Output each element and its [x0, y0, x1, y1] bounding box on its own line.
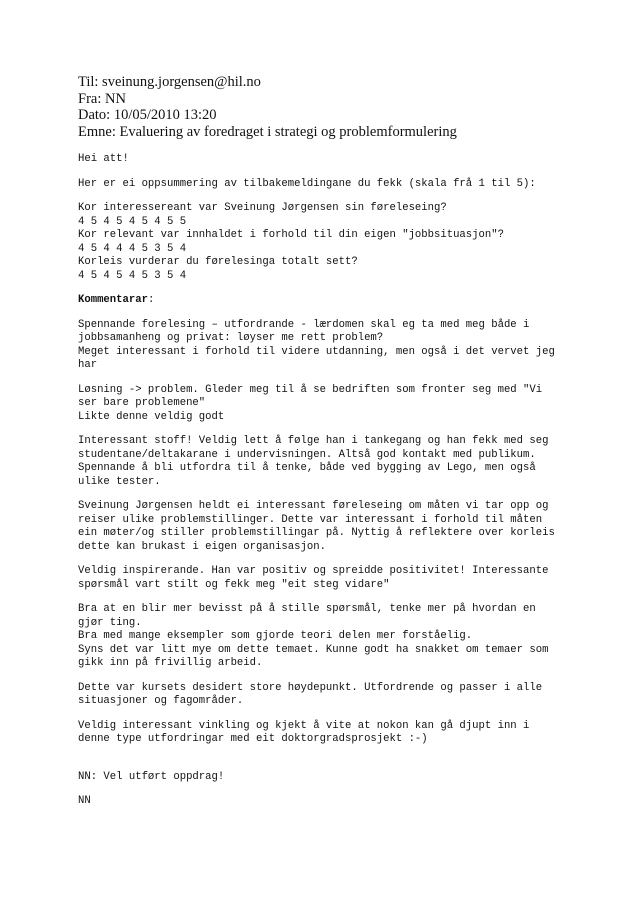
comment-line: jobbsamanheng og privat: løyser me rett problem? — [78, 332, 384, 344]
comments-heading-label: Kommentarar — [78, 294, 148, 306]
comment-line: Bra at en blir mer bevisst på å stille spørsmål, tenke mer på hvordan en — [78, 603, 536, 615]
comment-line: reiser ulike problemstillinger. Dette var interessant i forhold til måten — [78, 513, 543, 526]
comment-line: Veldig interessant vinkling og kjekt å vite at nokon kan gå djupt inn i — [78, 719, 530, 732]
email-header — [78, 74, 598, 140]
to-line: Til: sveinung.jorgensen@hil.no — [78, 74, 261, 90]
signature: NN — [78, 795, 91, 807]
subject-line: Emne: Evaluering av foredraget i strategi og problemformulering — [78, 123, 457, 140]
comment-line: gikk inn på frivillig arbeid. — [78, 657, 263, 669]
comment-6 — [78, 603, 598, 671]
comment-4 — [78, 500, 598, 554]
comment-line: ulike tester. — [78, 475, 161, 488]
intro-text: Her er ei oppsummering av tilbakemeldingane du fekk (skala frå 1 til 5): — [78, 177, 536, 190]
comment-2 — [78, 384, 598, 425]
comment-line: ein møter/og stiller problemstillingar på. Nyttig å reflektere over korleis — [78, 527, 555, 539]
comment-8 — [78, 720, 598, 747]
email-document — [78, 74, 598, 809]
from-line: Fra: NN — [78, 90, 126, 107]
comment-line: Interessant stoff! Veldig lett å følge han i tankegang og han fekk med seg — [78, 435, 549, 447]
comment-5 — [78, 565, 598, 592]
rating-scores-overall: 4 5 4 5 4 5 3 5 4 — [78, 269, 187, 282]
comment-line: Syns det var litt mye om dette temaet. Kunne godt ha snakket om temaer som — [78, 643, 549, 656]
rating-question-relevance: Kor relevant var innhaldet i forhold til din eigen "jobbsituasjon"? — [78, 229, 504, 241]
comment-line: Løsning -> problem. Gleder meg til å se bedriften som fronter seg med "Vi — [78, 383, 543, 396]
comment-line: Likte denne veldig godt — [78, 410, 225, 423]
comment-line: Bra med mange eksempler som gjorde teori delen mer forståelig. — [78, 630, 473, 642]
comment-line: Meget interessant i forhold til videre utdanning, men også i det vervet jeg — [78, 345, 555, 358]
comment-line: spørsmål vart stilt og fekk meg "eit steg vidare" — [78, 578, 390, 591]
date-line: Dato: 10/05/2010 13:20 — [78, 107, 217, 123]
comment-line: har — [78, 359, 98, 371]
comment-line: Spennande forelesing – utfordrande - lærdomen skal eg ta med meg både i — [78, 318, 530, 331]
comment-line: studentane/deltakarane i undervisningen. Altså god kontakt med publikum. — [78, 448, 536, 461]
comments-heading — [78, 294, 598, 308]
comment-line: Sveinung Jørgensen heldt ei interessant føreleseing om måten vi tar opp og — [78, 500, 549, 512]
comment-line: Dette var kursets desidert store høydepunkt. Utfordrende og passer i alle — [78, 681, 543, 694]
comment-line: gjør ting. — [78, 616, 142, 629]
closing-remark: NN: Vel utført oppdrag! — [78, 770, 225, 783]
comment-line: situasjoner og fagområder. — [78, 695, 244, 707]
rating-question-interest: Kor interessereant var Sveinung Jørgensen sin føreleseing? — [78, 202, 447, 214]
comment-3 — [78, 435, 598, 489]
comment-line: Spennande å bli utfordra til å tenke, både ved bygging av Lego, men også — [78, 462, 536, 474]
ratings-block — [78, 202, 598, 283]
comment-line: ser bare problemene" — [78, 397, 206, 409]
greeting: Hei att! — [78, 153, 129, 165]
rating-scores-interest: 4 5 4 5 4 5 4 5 5 — [78, 215, 187, 228]
comment-line: denne type utfordringar med eit doktorgradsprosjekt :-) — [78, 733, 428, 745]
comment-line: Veldig inspirerande. Han var positiv og spreidde positivitet! Interessante — [78, 565, 549, 577]
rating-scores-relevance: 4 5 4 4 4 5 3 5 4 — [78, 242, 187, 255]
comment-1 — [78, 319, 598, 373]
rating-question-overall: Korleis vurderar du førelesinga totalt sett? — [78, 256, 358, 268]
comment-7 — [78, 682, 598, 709]
comments-heading-colon: : — [147, 294, 155, 306]
comment-line: dette kan brukast i eigen organisasjon. — [78, 540, 326, 553]
